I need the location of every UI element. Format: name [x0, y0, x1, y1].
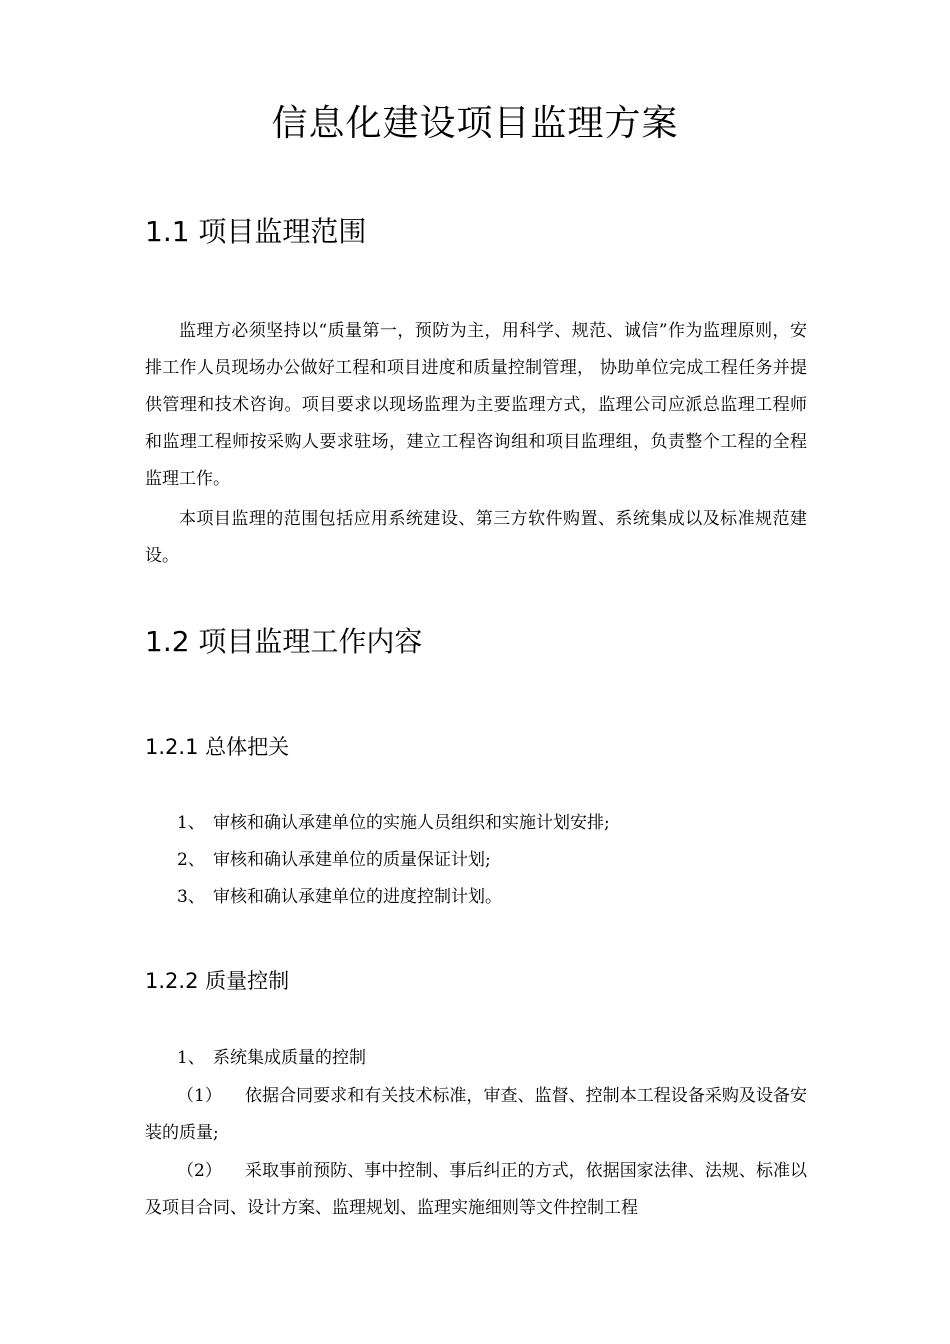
section-heading-1-2-2: 1.2.2 质量控制: [145, 969, 290, 993]
sub-item-text: 采取事前预防、事中控制、事后纠正的方式，依据国家法律、法规、标准以及项目合同、设计方案、监理规划、监理实施细则等文件控制工程: [145, 1161, 807, 1218]
paragraph-scope-principles: 监理方必须坚持以“质量第一，预防为主，用科学、规范、诚信”作为监理原则，安排工作人员现场办公做好工程和项目进度和质量控制管理， 协助单位完成工程任务并提供管理和技术咨询。项目要求以现场监理为主要监理方式，监理公司应派总监理工程师和监理工程师按采购人要求驻场，建立工程咨询组和项目监理组，负责整个工程的全程监理工作。: [145, 321, 807, 489]
sub-item-number: （1）: [177, 1086, 222, 1106]
list-item: [177, 842, 807, 879]
list-item-text: 审核和确认承建单位的质量保证计划;: [213, 850, 491, 870]
overall-control-list: [177, 805, 807, 916]
sub-item-text: 依据合同要求和有关技术标准，审查、监督、控制本工程设备采购及设备安装的质量;: [145, 1086, 807, 1143]
section-heading-1-1: 1.1 项目监理范围: [145, 215, 367, 248]
list-item-text: 审核和确认承建单位的实施人员组织和实施计划安排;: [213, 813, 610, 833]
section-heading-1-2: 1.2 项目监理工作内容: [145, 625, 423, 658]
list-item-text: 审核和确认承建单位的进度控制计划。: [213, 887, 502, 907]
section-heading-1-2-1: 1.2.1 总体把关: [145, 735, 290, 759]
sub-item-2: [145, 1153, 807, 1227]
list-item-number: 1、: [177, 813, 205, 833]
sub-item-number: （2）: [177, 1161, 222, 1181]
list-item-text: 系统集成质量的控制: [213, 1048, 366, 1068]
list-item: [177, 805, 807, 842]
list-item-number: 3、: [177, 887, 205, 907]
list-item: [177, 1040, 807, 1077]
list-item-number: 2、: [177, 850, 205, 870]
paragraph-scope-range: 本项目监理的范围包括应用系统建设、第三方软件购置、系统集成以及标准规范建设。: [145, 509, 807, 566]
sub-item-1: [145, 1078, 807, 1152]
list-item: [177, 879, 807, 916]
list-item-number: 1、: [177, 1048, 205, 1068]
quality-control-list: [177, 1040, 807, 1077]
document-title: 信息化建设项目监理方案: [271, 103, 679, 144]
